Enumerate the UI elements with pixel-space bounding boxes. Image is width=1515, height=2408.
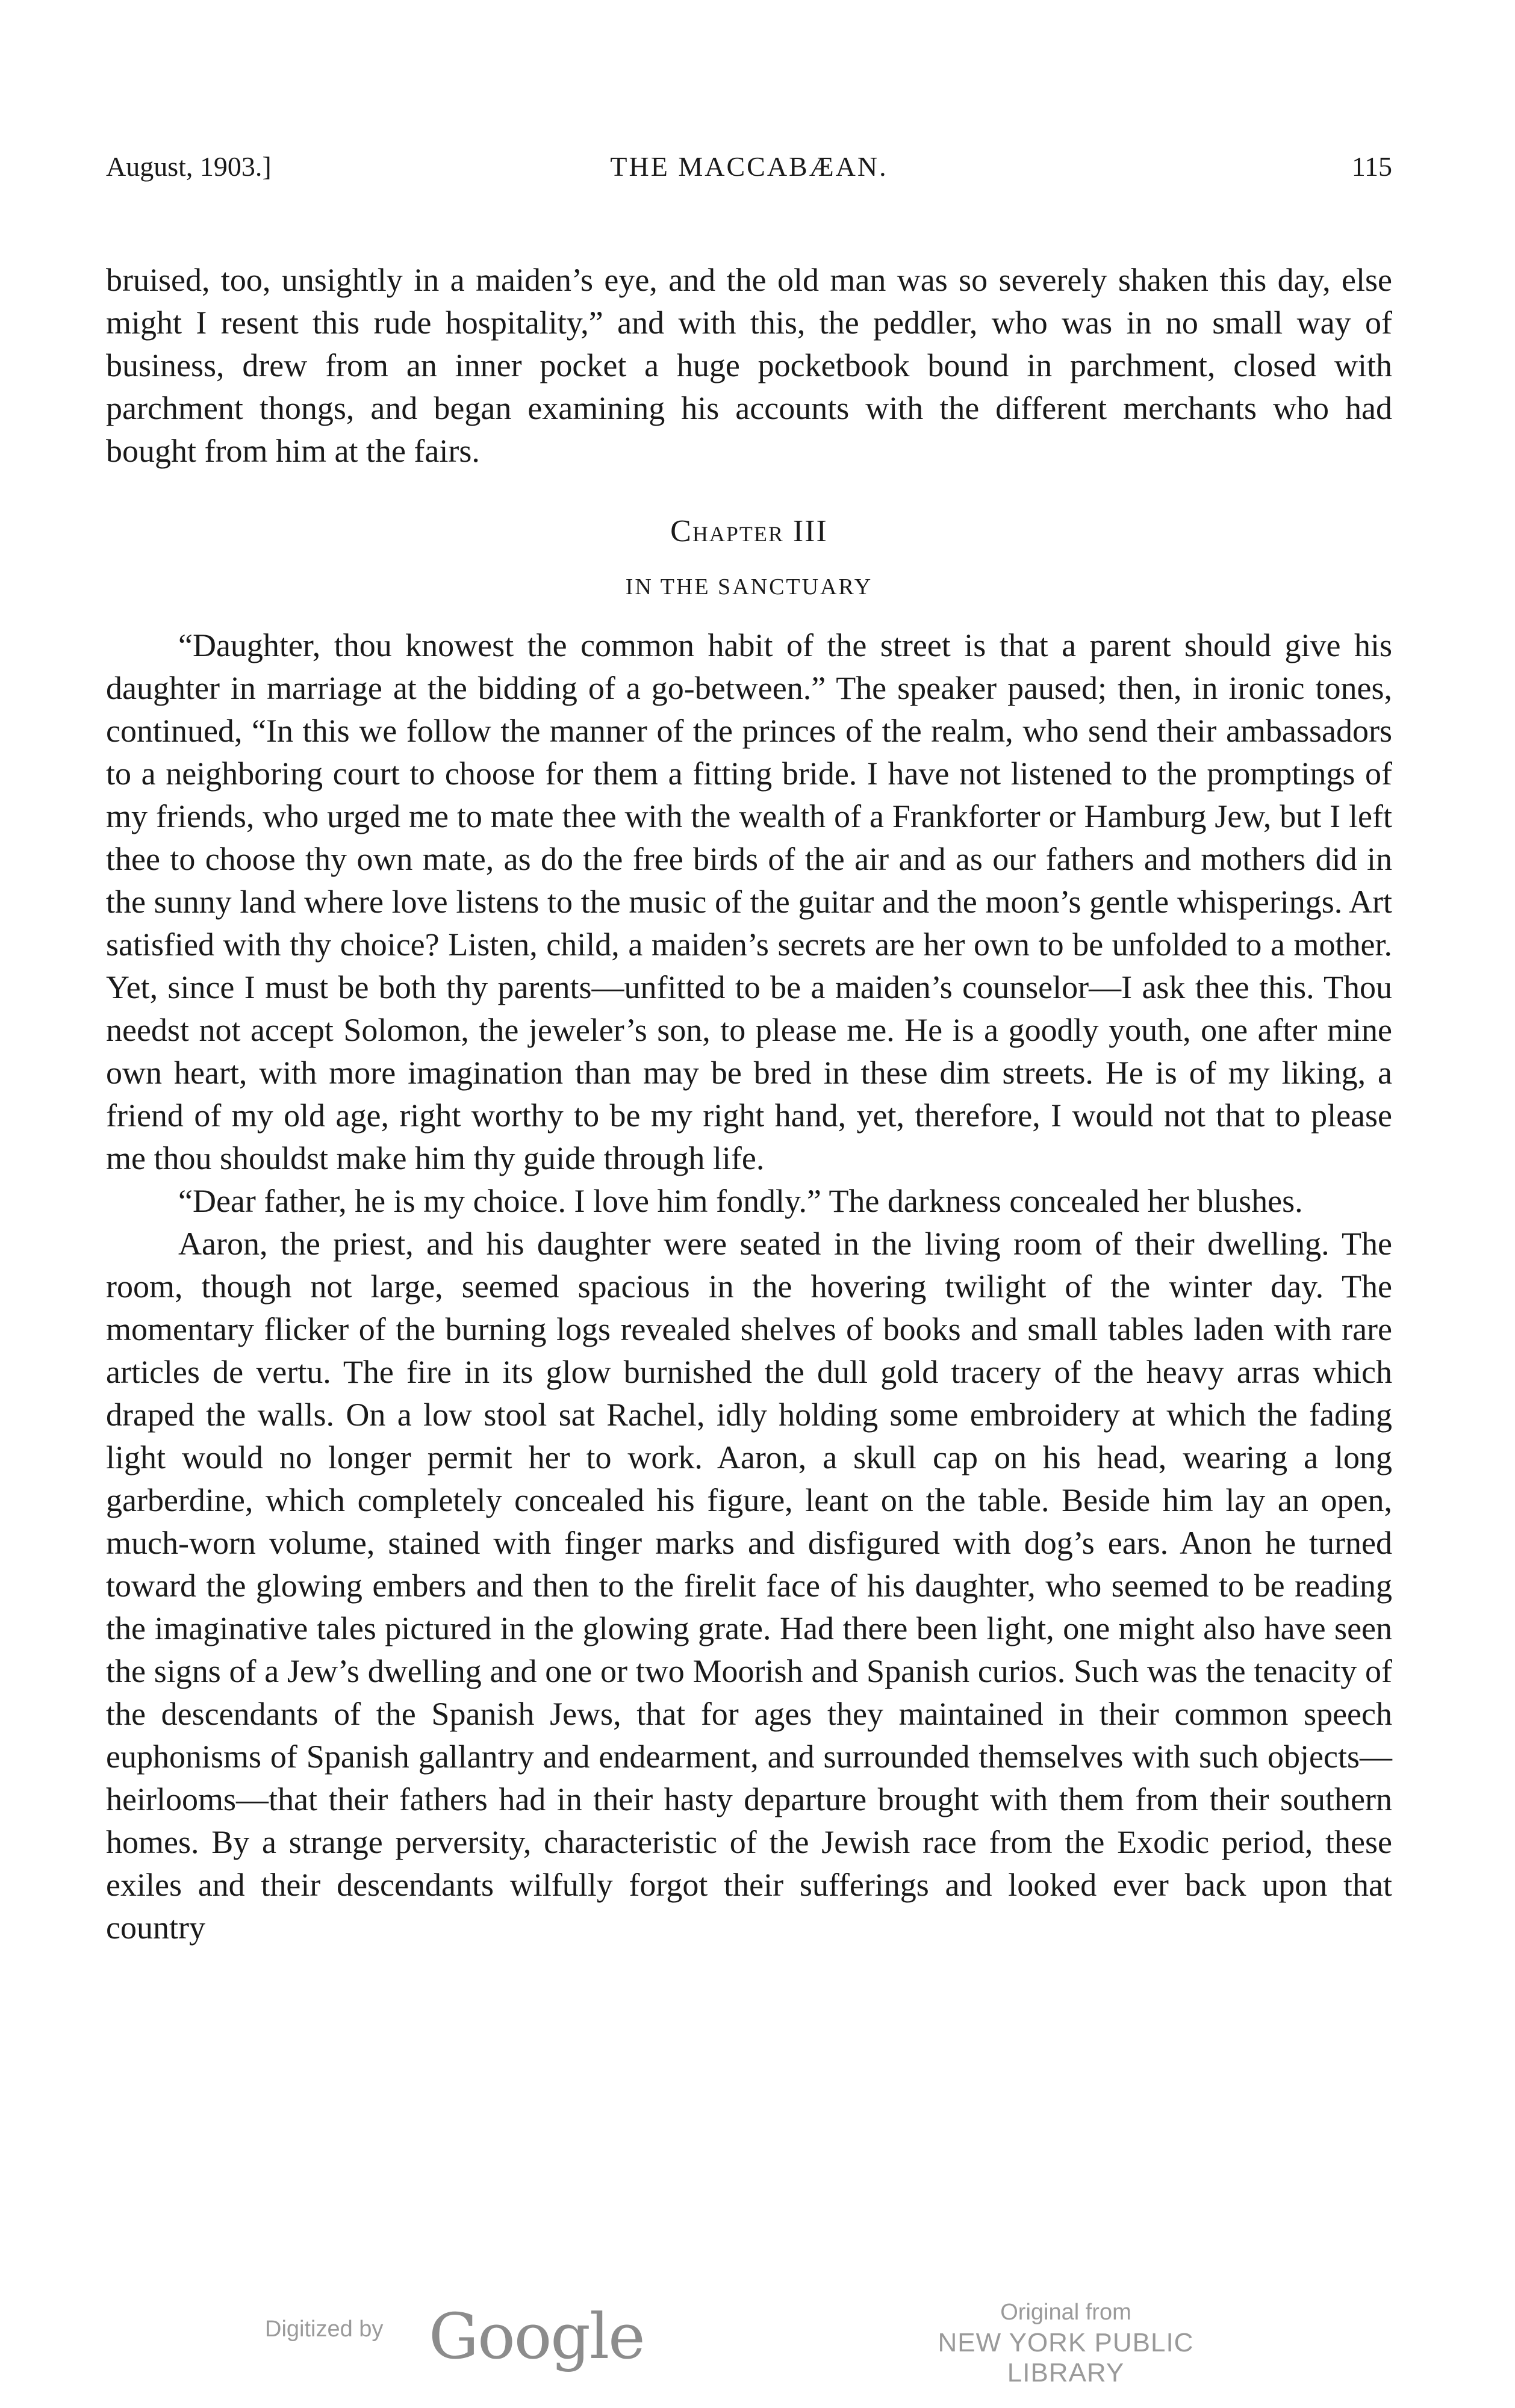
digitized-by-label: Digitized by [265,2316,384,2342]
paragraph: “Daughter, thou knowest the common habit of the street is that a parent should give his daughter in marriage at the bidding of a go-between.” The speaker paused; then, in ironic tones, continued, “In this we follow the manner of the princes of the realm, who send their ambassadors to a neighboring court to choose for them a fitting bride. I have not listened to the promptings of my friends, who urged me to mate thee with the wealth of a Frankforter or Hamburg Jew, but I left thee to choose thy own mate, as do the free birds of the air and as our fathers and mothers did in the sunny land where love listens to the music of the guitar and the moon’s gentle whisperings. Art satisfied with thy choice? Listen, child, a maiden’s secrets are her own to be unfolded to a mother. Yet, since I must be both thy parents—unfitted to be a maiden’s counselor—I ask thee this. Thou needst not accept Solomon, the jeweler’s son, to please me. He is a goodly youth, one after mine own heart, with more imagination than may be bred in these dim streets. He is of my liking, a friend of my old age, right worthy to be my right hand, yet, therefore, I would not that to please me thou shouldst make him thy guide through life. [106,627,1392,1176]
running-head [106,150,1392,193]
header-date: August, 1903.] [106,151,272,182]
library-name: NEW YORK PUBLIC LIBRARY [938,2328,1194,2388]
journal-title: THE MACCABÆAN. [610,151,888,182]
body-text [106,259,1392,1949]
page-number: 115 [1351,151,1392,182]
original-source [879,2300,1252,2388]
paragraph: Aaron, the priest, and his daughter were seated in the living room of their dwelling. The room, though not large, seemed spacious in the hovering twilight of the winter day. The momentary flicker of the burning logs revealed shelves of books and small tables laden with rare articles de vertu. The fire in its glow burnished the dull gold tracery of the heavy arras which draped the walls. On a low stool sat Rachel, idly holding some embroidery at which the fading light would no longer permit her to work. Aaron, a skull cap on his head, wearing a long garberdine, which completely concealed his figure, leant on the table. Beside him lay an open, much-worn volume, stained with finger marks and disfigured with dog’s ears. Anon he turned toward the glowing embers and then to the firelit face of his daughter, who seemed to be reading the imaginative tales pictured in the glowing grate. Had there been light, one might also have seen the signs of a Jew’s dwelling and one or two Moorish and Spanish curios. Such was the tenacity of the descendants of the Spanish Jews, that for ages they maintained in their common speech euphonisms of Spanish gallantry and endearment, and surrounded themselves with such objects—heirlooms—that their fathers had in their hasty departure brought with them from their southern homes. By a strange perversity, characteristic of the Jewish race from the Exodic period, these exiles and their descendants wilfully forgot their sufferings and looked ever back upon that country [106,1226,1392,1946]
google-logo: Google [429,2300,644,2373]
paragraph-continued: bruised, too, unsightly in a maiden’s eye, and the old man was so severely shaken this day, else might I resent this rude hospitality,” and with this, the peddler, who was in no small way of business, drew from an inner pocket a huge pocketbook bound in parchment, closed with parchment thongs, and began examining his accounts with the different merchants who had bought from him at the fairs. [106,262,1392,469]
paragraph: “Dear father, he is my choice. I love him fondly.” The darkness concealed her blushes. [178,1183,1303,1219]
chapter-heading: Chapter III [670,514,828,548]
chapter-subtitle: IN THE SANCTUARY [625,574,873,600]
page [106,150,1392,1949]
original-from-label: Original from [1000,2300,1131,2325]
digitization-footer [0,2300,1515,2388]
